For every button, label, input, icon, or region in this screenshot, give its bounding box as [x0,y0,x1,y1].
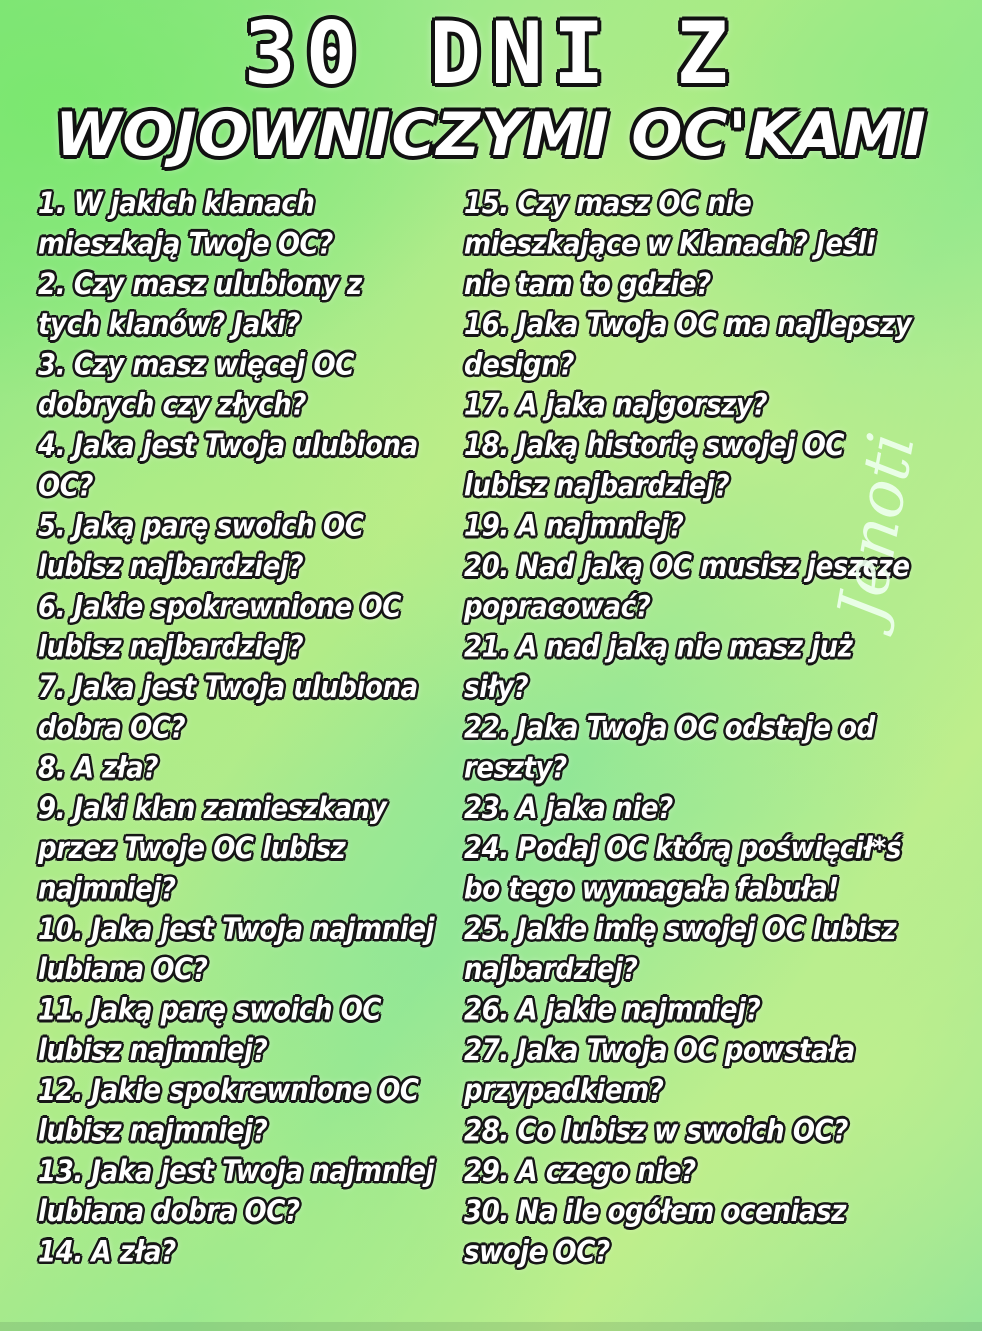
question-item: 17. A jaka najgorszy? [464,388,768,423]
watermark-signature: Jenoti [824,427,930,628]
question-item: 25. Jakie imię swojej OC lubisz najbardziej? [464,913,897,988]
question-item: 3. Czy masz więcej OC dobrych czy złych? [38,348,354,423]
question-item: 18. Jaką historię swojej OC lubisz najbardziej? [464,429,845,504]
poster-title: 30 DNI Z [243,4,739,104]
poster-subtitle: WOJOWNICZYMI OC'KAMI [55,100,927,170]
questions-column-left [38,184,450,1273]
question-item: 30. Na ile ogółem oceniasz swoje OC? [464,1195,846,1270]
question-item: 13. Jaka jest Twoja najmniej lubiana dobra OC? [38,1155,435,1229]
question-item: 12. Jakie spokrewnione OC lubisz najmniej? [38,1074,419,1149]
question-item: 19. A najmniej? [464,509,684,544]
question-item: 16. Jaka Twoja OC ma najlepszy design? [464,308,912,383]
question-item: 8. A zła? [38,751,159,786]
poster-header [0,0,982,170]
question-item: 27. Jaka Twoja OC powstała przypadkiem? [464,1034,855,1108]
question-item: 9. Jaki klan zamieszkany przez Twoje OC lubisz najmniej? [38,792,387,907]
question-item: 24. Podaj OC którą poświęcił*ś bo tego wymagała fabuła! [464,832,902,907]
question-item: 15. Czy masz OC nie mieszkające w Klanach? Jeśli nie tam to gdzie? [464,187,875,302]
question-item: 14. A zła? [38,1235,176,1270]
question-item: 23. A jaka nie? [464,792,673,826]
question-item: 4. Jaka jest Twoja ulubiona OC? [38,429,418,504]
question-item: 26. A jakie najmniej? [464,993,761,1028]
question-item: 21. A nad jaką nie masz już siły? [464,630,853,705]
bottom-edge-strip [0,1322,982,1331]
question-item: 28. Co lubisz w swoich OC? [464,1114,848,1149]
question-item: 1. W jakich klanach mieszkają Twoje OC? [38,187,333,262]
question-item: 11. Jaką parę swoich OC lubisz najmniej? [38,993,382,1068]
question-item: 7. Jaka jest Twoja ulubiona dobra OC? [38,671,418,746]
question-item: 29. A czego nie? [464,1155,696,1189]
questions-area [0,170,982,1270]
question-item: 2. Czy masz ulubiony z tych klanów? Jaki? [38,268,362,342]
questions-column-right [464,184,956,1273]
question-item: 10. Jaka jest Twoja najmniej lubiana OC? [38,913,435,988]
question-item: 6. Jakie spokrewnione OC lubisz najbardziej? [38,590,401,665]
question-item: 20. Nad jaką OC musisz jeszcze popracować? [464,550,910,625]
question-item: 5. Jaką parę swoich OC lubisz najbardziej? [38,509,364,584]
question-item: 22. Jaka Twoja OC odstaje od reszty? [464,711,875,786]
